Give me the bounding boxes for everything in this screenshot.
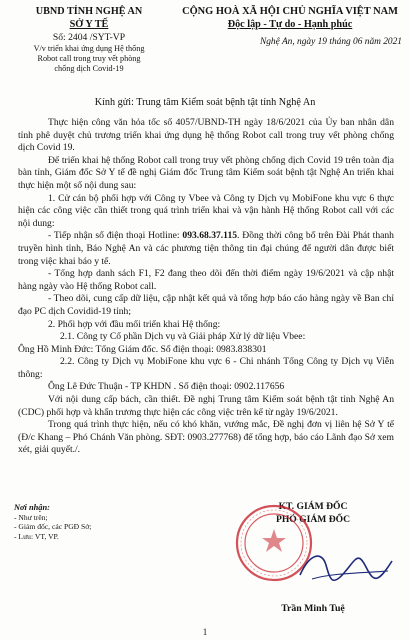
national-motto-text: Độc lập - Tự do - Hạnh phúc	[227, 18, 353, 30]
body-paragraph: 2.2. Công ty Dịch vụ MobiFone khu vực 6 - Chi nhánh Tổng Công ty Dịch vụ Viễn thông:	[18, 356, 394, 380]
signature-block	[220, 501, 406, 617]
document-subject	[14, 44, 164, 73]
body-paragraph: 2. Phối hợp với đầu mối triển khai Hệ thống:	[48, 318, 221, 330]
place-and-date: Nghệ An, ngày 19 tháng 06 năm 2021	[259, 37, 402, 47]
hotline-number: 093.68.37.115	[182, 230, 238, 242]
body-paragraph: - Tổng hợp danh sách F1, F2 đang theo dõi đến thời điểm ngày 19/6/2021 và cập nhật hàng ngày vào Hệ thống Robot call.	[18, 268, 394, 292]
body-paragraph: Thực hiện công văn hỏa tốc số 4057/UBND-TH ngày 18/6/2021 của Ủy ban nhân dân tỉnh phê duyệt chủ trương triển khai ứng dụng hệ thống Robot call trong truy vết phòng chống dịch Covid 19.	[18, 117, 394, 154]
distribution-item: - Giám đốc, các PGĐ Sở;	[14, 522, 92, 532]
page-number: 1	[202, 627, 208, 637]
national-motto	[176, 19, 404, 32]
organization-name	[14, 19, 164, 32]
body-paragraph: Để triển khai hệ thống Robot call trong truy vết phòng chống dịch Covid 19 trên toàn địa bàn tỉnh, Giám đốc Sở Y tế đề nghị Giám đốc Trung tâm Kiểm soát bệnh tật Nghệ An triển khai thực hiện một số nội dung sau:	[18, 154, 394, 191]
body-paragraph: 1. Cử cán bộ phối hợp với Công ty Vbee và Công ty Dịch vụ MobiFone khu vực 6 thực hiện các công việc cần thiết trong quá trình triển khai và vận hành Hệ thống Robot call với các nội dung:	[18, 192, 394, 229]
signature-title-line: PHÓ GIÁM ĐỐC	[275, 514, 351, 525]
issuing-authority	[14, 6, 164, 31]
hotline-intro: - Tiếp nhận số điện thoại Hotline:	[48, 230, 183, 242]
distribution-list	[14, 503, 164, 541]
signature-authority-line: KT. GIÁM ĐỐC	[278, 501, 348, 512]
organization-name-text: SỞ Y TẾ	[69, 18, 109, 30]
subject-line: V/v triển khai ứng dụng Hệ thống	[33, 44, 145, 53]
subject-line: chống dịch Covid-19	[54, 63, 124, 73]
hotline-detail: . Đồng thời công bố trên Đài Phát thanh truyền hình tỉnh, Báo Nghệ An và các phương tiện thông tin đại chúng để người dân được biết trong việc khai báo y tế.	[18, 230, 394, 267]
parent-organization: UBND TỈNH NGHỆ AN	[35, 6, 143, 17]
recipient-line: Kính gửi: Trung tâm Kiểm soát bệnh tật tỉnh Nghệ An	[94, 97, 316, 108]
document-number: Số: 2404 /SYT-VP	[52, 32, 126, 43]
body-paragraph: - Theo dõi, cung cấp dữ liệu, cập nhật kết quả và tổng hợp báo cáo hàng ngày về Ban chỉ đạo PC dịch Covidid-19 tỉnh;	[18, 293, 394, 317]
subject-line: Robot call trong truy vết phòng	[37, 53, 141, 63]
body-paragraph: Trong quá trình thực hiện, nếu có khó khăn, vướng mắc, Đề nghị đơn vị liên hệ Sở Y tế (Đ/c Khang – Phó Chánh Văn phòng. SĐT: 0903.277768) để tổng hợp, báo cáo Lãnh đạo Sở xem xét, giải quyết./.	[18, 419, 394, 456]
distribution-item: - Lưu: VT, VP.	[14, 531, 59, 541]
handwritten-signature-icon	[292, 543, 402, 593]
signer-name: Trần Minh Tuệ	[281, 603, 345, 614]
document-body	[18, 117, 394, 457]
distribution-title: Nơi nhận:	[14, 503, 50, 512]
body-paragraph: Ông Lê Đức Thuận - TP KHDN . Số điện thoại: 0902.117656	[48, 381, 285, 393]
nation-name: CỘNG HOÀ XÃ HỘI CHỦ NGHĨA VIỆT NAM	[182, 6, 398, 17]
body-paragraph-hotline	[18, 230, 394, 268]
national-title	[176, 6, 404, 31]
body-paragraph: 2.1. Công ty Cổ phần Dịch vụ và Giải pháp Xử lý dữ liệu Vbee:	[60, 331, 306, 343]
body-paragraph: Với nội dung cấp bách, cần thiết. Đề nghị Trung tâm Kiểm soát bệnh tật tỉnh Nghệ An (CDC) phối hợp và khẩn trương thực hiện các công việc trên kể từ ngày 19/6/2021.	[18, 394, 394, 418]
body-paragraph: Ông Hồ Minh Đức: Tổng Giám đốc. Số điện thoại: 0983.838301	[18, 343, 267, 355]
distribution-item: - Như trên;	[14, 512, 48, 522]
